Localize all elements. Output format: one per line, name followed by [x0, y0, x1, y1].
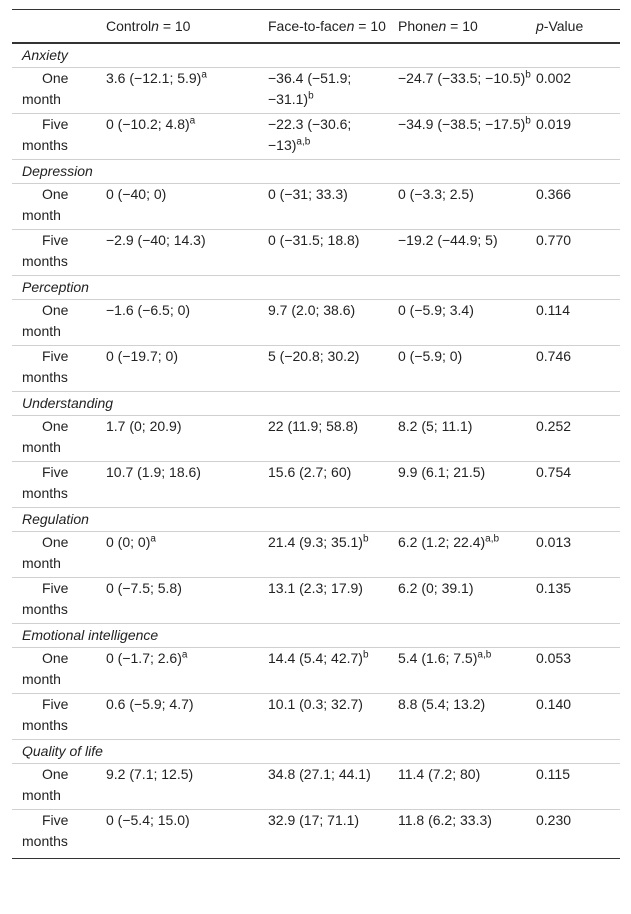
phone-cell: [388, 300, 536, 346]
header-face-count: = 10: [354, 18, 386, 34]
face-to-face-cell: [258, 184, 388, 230]
header-phone-label: Phone: [398, 18, 439, 34]
control-cell: [106, 230, 258, 276]
face-to-face-cell-value: 21.4 (9.3; 35.1): [268, 534, 363, 550]
row-label-line1: Five: [42, 580, 69, 596]
face-to-face-cell-value: 32.9 (17; 71.1): [268, 812, 360, 828]
phone-cell-value: 6.2 (1.2; 22.4): [398, 534, 486, 550]
row-label: [12, 462, 106, 508]
control-cell-footnote: a: [150, 533, 156, 545]
phone-cell: [388, 184, 536, 230]
row-label-line2: month: [22, 439, 61, 455]
face-to-face-cell: [258, 114, 388, 160]
header-face-to-face: [258, 10, 388, 44]
phone-cell: [388, 68, 536, 114]
p-value-cell: 0.115: [536, 764, 620, 810]
control-cell-value: −1.6 (−6.5; 0): [106, 302, 191, 318]
phone-cell: [388, 648, 536, 694]
face-to-face-cell: [258, 648, 388, 694]
section-row: [12, 43, 620, 68]
control-cell: [106, 300, 258, 346]
face-to-face-cell: [258, 810, 388, 859]
face-to-face-cell-value: 0 (−31; 33.3): [268, 186, 348, 202]
row-label-line1: Five: [42, 116, 69, 132]
row-label: [12, 532, 106, 578]
row-label-line2: month: [22, 787, 61, 803]
control-cell-value: 0 (−40; 0): [106, 186, 167, 202]
table-row: [12, 810, 620, 859]
face-to-face-cell-footnote: a,b: [296, 136, 311, 148]
p-value-cell: 0.366: [536, 184, 620, 230]
control-cell: [106, 184, 258, 230]
row-label-line1: Five: [42, 464, 69, 480]
phone-cell: [388, 416, 536, 462]
phone-cell-value: 8.8 (5.4; 13.2): [398, 696, 486, 712]
phone-cell-value: 9.9 (6.1; 21.5): [398, 464, 486, 480]
row-label: [12, 68, 106, 114]
face-to-face-cell-value: 0 (−31.5; 18.8): [268, 232, 360, 248]
phone-cell-value: 8.2 (5; 11.1): [398, 418, 473, 434]
face-to-face-cell-value: 22 (11.9; 58.8): [268, 418, 359, 434]
phone-cell-value: 11.8 (6.2; 33.3): [398, 812, 492, 828]
face-to-face-cell-value: 15.6 (2.7; 60): [268, 464, 352, 480]
p-value-cell: 0.754: [536, 462, 620, 508]
table-header: [12, 10, 620, 44]
row-label: [12, 578, 106, 624]
face-to-face-cell-value: 9.7 (2.0; 38.6): [268, 302, 356, 318]
control-cell-value: 0 (−5.4; 15.0): [106, 812, 190, 828]
table-row: [12, 764, 620, 810]
control-cell-value: 9.2 (7.1; 12.5): [106, 766, 194, 782]
p-value-cell: 0.053: [536, 648, 620, 694]
row-label-line1: One: [42, 766, 69, 782]
row-label-line2: months: [22, 833, 68, 849]
face-to-face-cell: [258, 68, 388, 114]
row-label-line1: One: [42, 302, 69, 318]
table-row: [12, 114, 620, 160]
section-title: Quality of life: [12, 740, 620, 764]
control-cell: [106, 648, 258, 694]
row-label: [12, 230, 106, 276]
row-label: [12, 810, 106, 859]
row-label-line2: months: [22, 137, 68, 153]
header-row: [12, 10, 620, 44]
p-value-cell: 0.770: [536, 230, 620, 276]
phone-cell-value: 0 (−5.9; 0): [398, 348, 463, 364]
control-cell-value: 0 (0; 0): [106, 534, 151, 550]
row-label-line2: month: [22, 671, 61, 687]
table-row: [12, 462, 620, 508]
header-control-label: Control: [106, 18, 152, 34]
control-cell: [106, 694, 258, 740]
p-value-cell: 0.114: [536, 300, 620, 346]
face-to-face-cell-footnote: b: [308, 90, 314, 102]
header-phone-count: = 10: [446, 18, 478, 34]
face-to-face-cell-value: 5 (−20.8; 30.2): [268, 348, 360, 364]
phone-cell: [388, 230, 536, 276]
control-cell: [106, 810, 258, 859]
header-p-italic: p: [536, 18, 544, 34]
phone-cell-footnote: b: [525, 115, 531, 127]
row-label: [12, 694, 106, 740]
control-cell-value: −2.9 (−40; 14.3): [106, 232, 206, 248]
p-value-cell: 0.140: [536, 694, 620, 740]
row-label-line2: months: [22, 369, 68, 385]
table-row: [12, 68, 620, 114]
row-label: [12, 346, 106, 392]
phone-cell-footnote: b: [525, 69, 531, 81]
face-to-face-cell-value: −36.4 (−51.9; −31.1): [268, 70, 352, 107]
control-cell: [106, 114, 258, 160]
control-cell-value: 0 (−7.5; 5.8): [106, 580, 182, 596]
row-label: [12, 648, 106, 694]
phone-cell: [388, 578, 536, 624]
p-value-cell: 0.252: [536, 416, 620, 462]
control-cell: [106, 68, 258, 114]
row-label-line2: months: [22, 717, 68, 733]
phone-cell-value: 0 (−3.3; 2.5): [398, 186, 474, 202]
control-cell-value: 0 (−19.7; 0): [106, 348, 178, 364]
row-label-line1: One: [42, 70, 69, 86]
header-face-label: Face-to-face: [268, 18, 347, 34]
face-to-face-cell-value: −22.3 (−30.6; −13): [268, 116, 352, 153]
phone-cell-value: −24.7 (−33.5; −10.5): [398, 70, 526, 86]
row-label-line1: One: [42, 650, 69, 666]
section-title: Perception: [12, 276, 620, 300]
p-value-cell: 0.002: [536, 68, 620, 114]
p-value-cell: 0.013: [536, 532, 620, 578]
table-row: [12, 184, 620, 230]
row-label-line1: One: [42, 534, 69, 550]
phone-cell: [388, 810, 536, 859]
face-to-face-cell: [258, 346, 388, 392]
face-to-face-cell: [258, 694, 388, 740]
row-label-line1: One: [42, 418, 69, 434]
control-cell: [106, 346, 258, 392]
section-row: [12, 276, 620, 300]
face-to-face-cell: [258, 300, 388, 346]
row-label: [12, 184, 106, 230]
face-to-face-cell-value: 10.1 (0.3; 32.7): [268, 696, 363, 712]
control-cell: [106, 416, 258, 462]
header-face-n: n: [346, 18, 355, 34]
phone-cell: [388, 346, 536, 392]
phone-cell-value: 0 (−5.9; 3.4): [398, 302, 474, 318]
section-title: Regulation: [12, 508, 620, 532]
row-label-line1: Five: [42, 696, 69, 712]
face-to-face-cell: [258, 462, 388, 508]
header-phone-n: n: [438, 18, 447, 34]
section-title: Depression: [12, 160, 620, 184]
row-label: [12, 416, 106, 462]
row-label-line1: Five: [42, 812, 69, 828]
section-title: Emotional intelligence: [12, 624, 620, 648]
table-row: [12, 694, 620, 740]
header-p-value: [536, 10, 620, 44]
section-row: [12, 508, 620, 532]
face-to-face-cell-value: 14.4 (5.4; 42.7): [268, 650, 363, 666]
section-row: [12, 624, 620, 648]
section-row: [12, 740, 620, 764]
table-row: [12, 346, 620, 392]
p-value-cell: 0.230: [536, 810, 620, 859]
face-to-face-cell: [258, 532, 388, 578]
face-to-face-cell-value: 13.1 (2.3; 17.9): [268, 580, 363, 596]
phone-cell: [388, 764, 536, 810]
control-cell-value: 0.6 (−5.9; 4.7): [106, 696, 194, 712]
control-cell-footnote: a: [201, 69, 207, 81]
phone-cell-value: 5.4 (1.6; 7.5): [398, 650, 478, 666]
section-title: Understanding: [12, 392, 620, 416]
control-cell-value: 1.7 (0; 20.9): [106, 418, 182, 434]
p-value-cell: 0.746: [536, 346, 620, 392]
header-p-rest: -Value: [543, 18, 584, 34]
section-row: [12, 160, 620, 184]
control-cell: [106, 462, 258, 508]
control-cell-value: 0 (−10.2; 4.8): [106, 116, 190, 132]
phone-cell: [388, 462, 536, 508]
control-cell: [106, 532, 258, 578]
table-row: [12, 532, 620, 578]
phone-cell-footnote: a,b: [477, 649, 492, 661]
control-cell: [106, 764, 258, 810]
phone-cell: [388, 694, 536, 740]
table-row: [12, 300, 620, 346]
face-to-face-cell: [258, 416, 388, 462]
face-to-face-cell-value: 34.8 (27.1; 44.1): [268, 766, 371, 782]
face-to-face-cell: [258, 764, 388, 810]
row-label-line2: month: [22, 323, 61, 339]
face-to-face-cell-footnote: b: [362, 533, 369, 545]
row-label: [12, 300, 106, 346]
header-control-n: n: [151, 18, 159, 34]
row-label: [12, 764, 106, 810]
face-to-face-cell: [258, 230, 388, 276]
phone-cell-value: −19.2 (−44.9; 5): [398, 232, 498, 248]
table-row: [12, 648, 620, 694]
row-label-line1: Five: [42, 232, 69, 248]
face-to-face-cell-footnote: b: [362, 649, 369, 661]
row-label-line2: month: [22, 555, 61, 571]
phone-cell: [388, 532, 536, 578]
control-cell: [106, 578, 258, 624]
control-cell-footnote: a: [189, 115, 196, 127]
row-label-line2: month: [22, 207, 61, 223]
section-row: [12, 392, 620, 416]
header-control-count: = 10: [158, 18, 191, 34]
row-label-line2: month: [22, 91, 61, 107]
row-label-line2: months: [22, 253, 68, 269]
control-cell-value: 10.7 (1.9; 18.6): [106, 464, 201, 480]
row-label-line1: One: [42, 186, 69, 202]
header-group: [12, 10, 106, 44]
row-label: [12, 114, 106, 160]
face-to-face-cell: [258, 578, 388, 624]
header-control: [106, 10, 258, 44]
phone-cell-value: 6.2 (0; 39.1): [398, 580, 474, 596]
row-label-line2: months: [22, 601, 68, 617]
header-phone: [388, 10, 536, 44]
phone-cell-value: −34.9 (−38.5; −17.5): [398, 116, 526, 132]
control-cell-value: 0 (−1.7; 2.6): [106, 650, 182, 666]
p-value-cell: 0.135: [536, 578, 620, 624]
p-value-cell: 0.019: [536, 114, 620, 160]
table-row: [12, 578, 620, 624]
section-title: Anxiety: [22, 47, 68, 63]
table-row: [12, 416, 620, 462]
phone-cell-footnote: a,b: [485, 533, 500, 545]
row-label-line2: months: [22, 485, 68, 501]
phone-cell-value: 11.4 (7.2; 80): [398, 766, 481, 782]
table-body: [12, 43, 620, 859]
row-label-line1: Five: [42, 348, 69, 364]
control-cell-footnote: a: [181, 649, 188, 661]
table-row: [12, 230, 620, 276]
results-table: [12, 9, 620, 859]
control-cell-value: 3.6 (−12.1; 5.9): [106, 70, 202, 86]
phone-cell: [388, 114, 536, 160]
